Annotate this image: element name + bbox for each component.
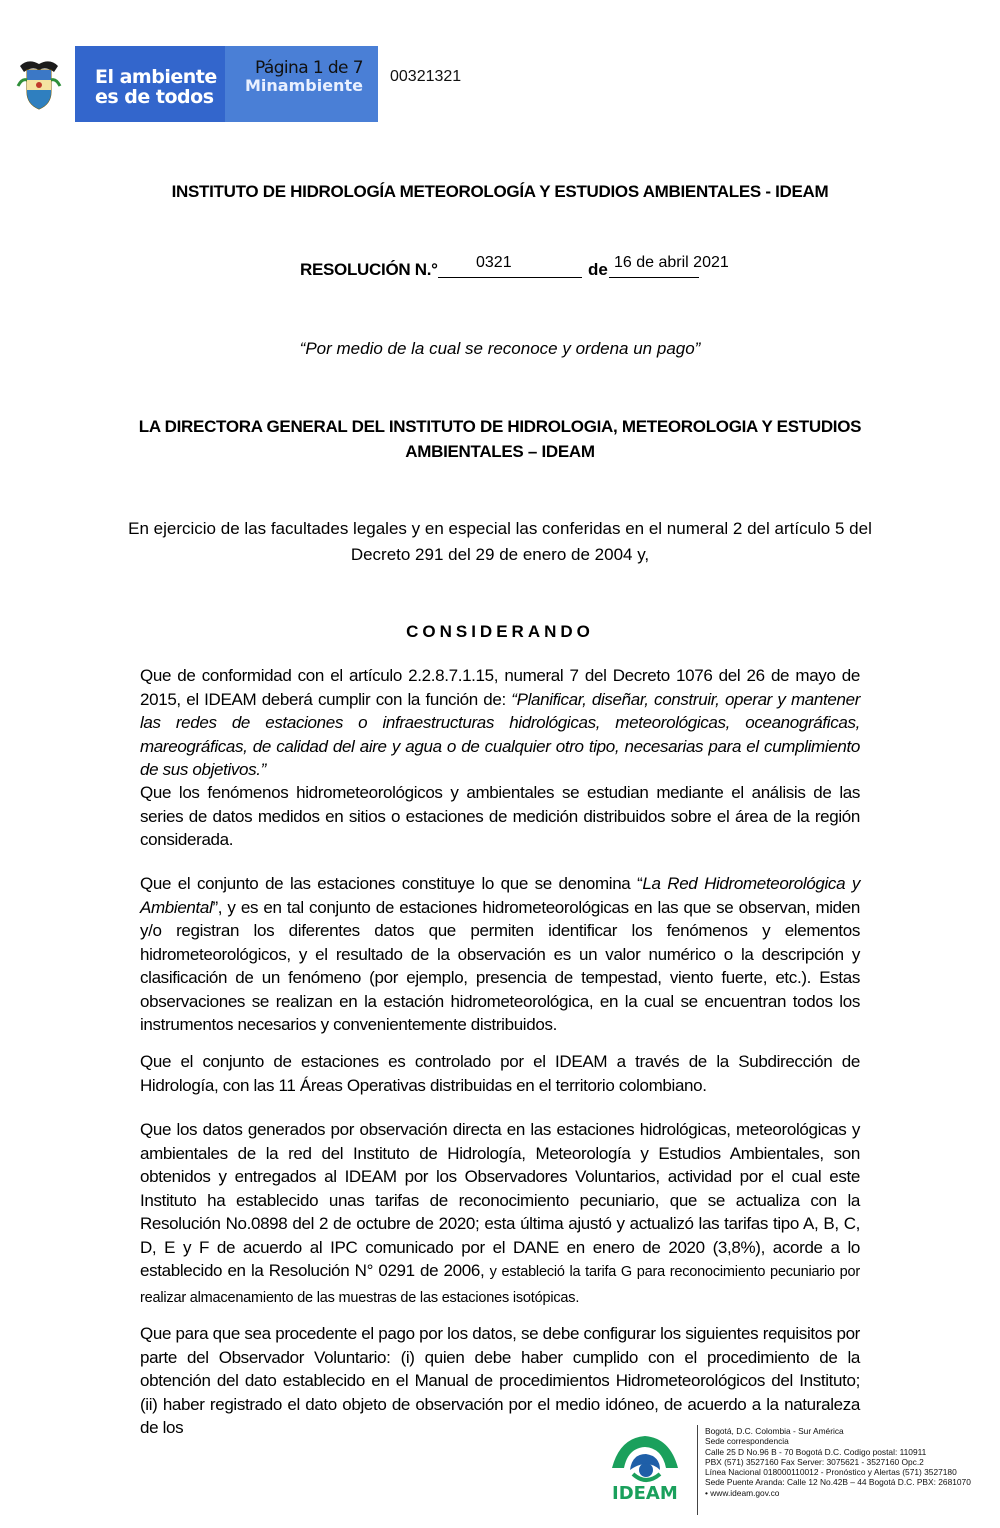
institute-title: INSTITUTO DE HIDROLOGÍA METEOROLOGÍA Y ESTUDIOS AMBIENTALES - IDEAM [171, 182, 829, 201]
paragraph-1 [140, 664, 860, 782]
paragraph-5-a: Que los datos generados por observación directa en las estaciones hidrológicas, meteorológicas y ambientales de la red del Instituto de Hidrología, Meteorología y Estudios Ambientales, son obtenidos y entregados al IDEAM por los Observadores Voluntarios, actividad por el cual este Instituto ha establecido unas tarifas de reconocimiento pecuniario, que se actualiza con la Resolución No.0898 del 2 de octubre de 2020; esta última ajustó y actualizó las tarifas tipo A, B, C, D, E y F de acuerdo al IPC comunicado por el DANE en enero de 2020 (3,8%), acorde a lo establecido en la Resolución N° 0291 de 2006, [140, 1120, 860, 1280]
ideam-logo-text: IDEAM [612, 1483, 678, 1504]
colombia-coat-of-arms-icon [16, 56, 62, 112]
paragraph-3 [140, 872, 860, 1037]
footer-line: Sede correspondencia [705, 1436, 789, 1447]
authority-line-2: Decreto 291 del 29 de enero de 2004 y, [350, 545, 650, 564]
resolution-de: de [588, 260, 608, 279]
paragraph-6: Que para que sea procedente el pago por los datos, se debe configurar los siguientes requisitos por parte del Observador Voluntario: (i) quien debe haber cumplido con el procedimiento de la obtención del dato establecido en el Manual de procedimientos Hidrometeorológicos del Instituto; (ii) haber registrado el dato objeto de observación por el medio idóneo, de acuerdo a la naturaleza de los [140, 1324, 860, 1437]
director-line-1: LA DIRECTORA GENERAL DEL INSTITUTO DE HIDROLOGIA, METEOROLOGIA Y ESTUDIOS [138, 417, 862, 436]
resolution-date-underline [609, 277, 699, 278]
brand-line-2: es de todos [95, 86, 214, 108]
paragraph-5-small: y estableció la tarifa G para reconocimiento pecuniario por realizar almacenamiento de las muestras de las estaciones isotópicas. [140, 1264, 861, 1306]
resolution-number: 0321 [476, 254, 512, 271]
director-line-2: AMBIENTALES – IDEAM [405, 442, 595, 461]
resolution-label: RESOLUCIÓN N.° [300, 260, 438, 279]
paragraph-4: Que el conjunto de estaciones es controlado por el IDEAM a través de la Subdirección de Hidrología, con las 11 Áreas Operativas distribuidas en el territorio colombiano. [140, 1052, 860, 1095]
seal-box [2, 46, 75, 122]
footer-contact-info [705, 1426, 971, 1498]
footer-line: Línea Nacional 018000110012 - Pronóstico y Alertas (571) 3527180 [705, 1467, 957, 1478]
paragraph-3-b: ”, y es en tal conjunto de estaciones hidrometeorológicas en las que se observan, miden y/o registran los diferentes datos que permiten identificar los fenómenos y elementos hidrometeorológicos, y el resultado de la observación es un valor numérico o la descripción y clasificación de un fenómeno (por ejemplo, presencia de tempestad, viento fuerte, etc.). Estas observaciones se realizan en la estación hidrometeorológica, en la cual se encuentran todos los instrumentos necesarios y convenientemente distribuidos. [140, 897, 860, 1034]
page-indicator: Página 1 de 7 [255, 58, 363, 78]
footer-line: Bogotá, D.C. Colombia - Sur América [705, 1426, 844, 1436]
paragraph-5 [140, 1118, 860, 1310]
paragraph-3-italic: La Red Hidrometeorológica y Ambiental [140, 874, 860, 917]
paragraph-3-a: Que el conjunto de las estaciones constituye lo que se denomina “ [140, 874, 643, 893]
resolution-subject: “Por medio de la cual se reconoce y ordena un pago” [299, 339, 701, 358]
paragraph-2: Que los fenómenos hidrometeorológicos y ambientales se estudian mediante el análisis de las series de datos medidos en sitios o estaciones de medición distribuidos sobre el área de la región considerada. [140, 783, 860, 849]
ministry-name: Minambiente [245, 76, 363, 95]
brand-line-1: El ambiente [95, 66, 217, 88]
footer-line: Sede Puente Aranda: Calle 12 No.42B – 44 Bogotá D.C. PBX: 2681070 [705, 1477, 971, 1488]
resolution-date: 16 de abril 2021 [614, 254, 729, 271]
authority-statement [0, 516, 1000, 568]
footer-line: PBX (571) 3527160 Fax Server: 3075621 - 3527160 Opc.2 [705, 1456, 924, 1467]
paragraph-1-quote: “Planificar, diseñar, construir, operar y mantener las redes de estaciones o infraestructuras hidrológicas, meteorológicas, oceanográficas, mareográficas, de calidad del aire y agua o de cualquier otro tipo, necesarias para el cumplimiento de sus objetivos.” [140, 689, 861, 779]
considerando-heading: CONSIDERANDO [406, 622, 594, 641]
brand-block [75, 46, 225, 122]
authority-line-1: En ejercicio de las facultades legales y en especial las conferidas en el numeral 2 del artículo 5 del [128, 519, 872, 538]
footer-line: Calle 25 D No.96 B - 70 Bogotá D.C. Codigo postal: 110911 [705, 1446, 927, 1457]
resolution-line [300, 252, 760, 282]
director-heading [0, 414, 1000, 464]
document-code: 00321321 [390, 68, 462, 85]
resolution-number-underline [438, 277, 582, 278]
footer-divider [697, 1425, 698, 1515]
paragraph-1-text: Que de conformidad con el artículo 2.2.8.7.1.15, numeral 7 del Decreto 1076 del 26 de mayo de 2015, el IDEAM deberá cumplir con la función de: [140, 666, 860, 709]
footer-website-link[interactable]: • www.ideam.gov.co [705, 1487, 780, 1498]
